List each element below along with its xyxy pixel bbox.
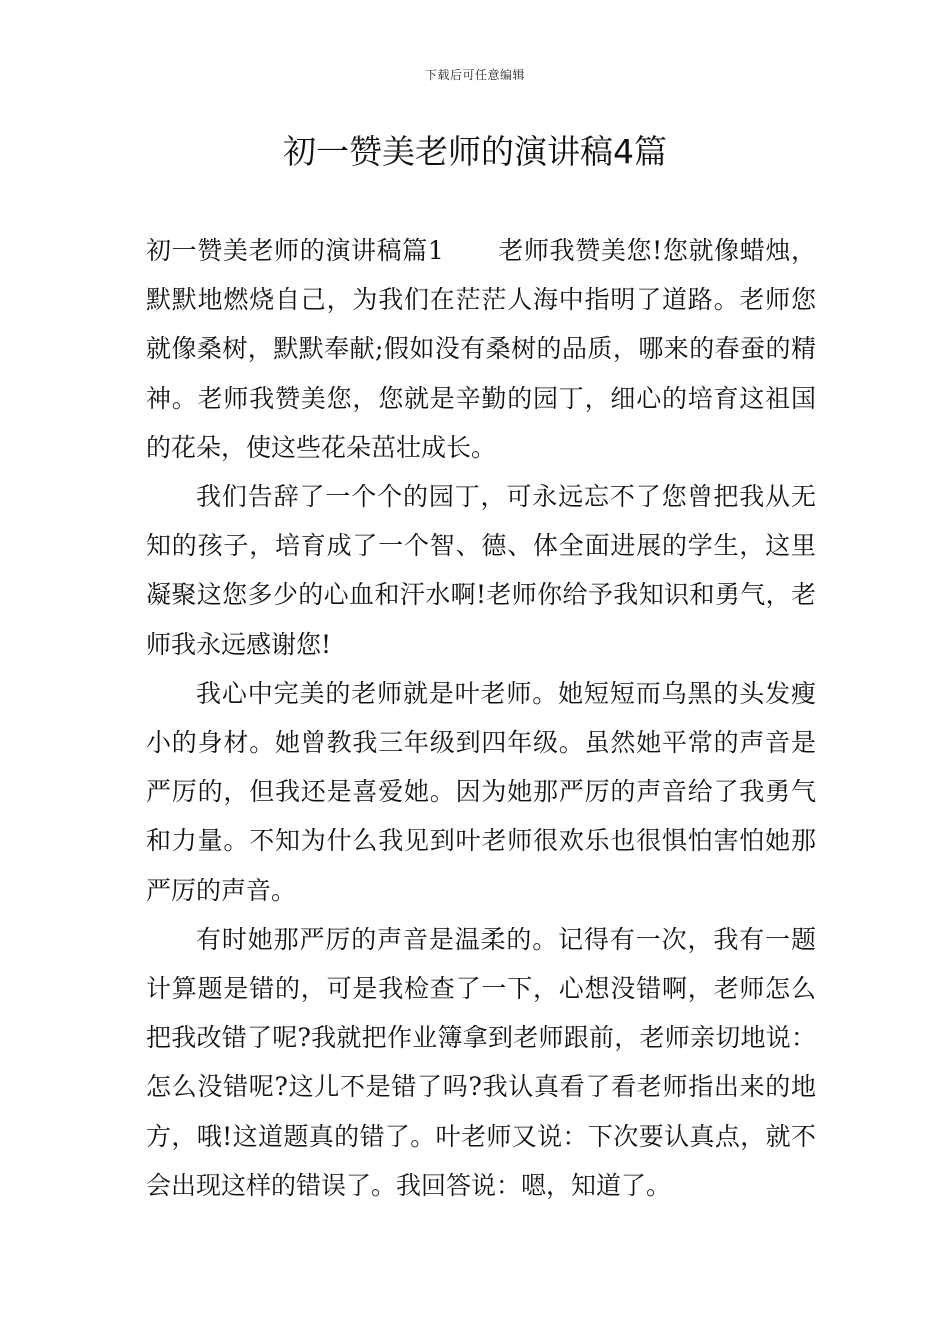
- paragraph-2: 我们告辞了一个个的园丁，可永远忘不了您曾把我从无知的孩子，培育成了一个智、德、体全面进展的学生，这里凝聚这您多少的心血和汗水啊!老师你给予我知识和勇气，老师我永远感谢您!: [146, 482, 816, 659]
- document-title: 初一赞美老师的演讲稿4篇: [283, 132, 667, 171]
- header-note: 下载后可任意编辑: [424, 68, 525, 82]
- document-body: [146, 226, 816, 1210]
- paragraph-3: 我心中完美的老师就是叶老师。她短短而乌黑的头发瘦小的身材。她曾教我三年级到四年级。虽然她平常的声音是严厉的，但我还是喜爱她。因为她那严厉的声音给了我勇气和力量。不知为什么我见到叶老师很欢乐也很惧怕害怕她那严厉的声音。: [146, 678, 816, 905]
- paragraph-4: 有时她那严厉的声音是温柔的。记得有一次，我有一题计算题是错的，可是我检查了一下，心想没错啊，老师怎么把我改错了呢?我就把作业簿拿到老师跟前，老师亲切地说：怎么没错呢?这儿不是错了吗?我认真看了看老师指出来的地方，哦!这道题真的错了。叶老师又说：下次要认真点，就不会出现这样的错误了。我回答说：嗯，知道了。: [146, 924, 816, 1200]
- section-heading: 初一赞美老师的演讲稿篇1: [146, 236, 444, 265]
- paragraph-1: [146, 226, 816, 472]
- paragraph-1-text: 老师我赞美您!您就像蜡烛，默默地燃烧自己，为我们在茫茫人海中指明了道路。老师您就像桑树，默默奉献;假如没有桑树的品质，哪来的春蚕的精神。老师我赞美您，您就是辛勤的园丁，细心的培育这祖国的花朵，使这些花朵茁壮成长。: [146, 236, 816, 462]
